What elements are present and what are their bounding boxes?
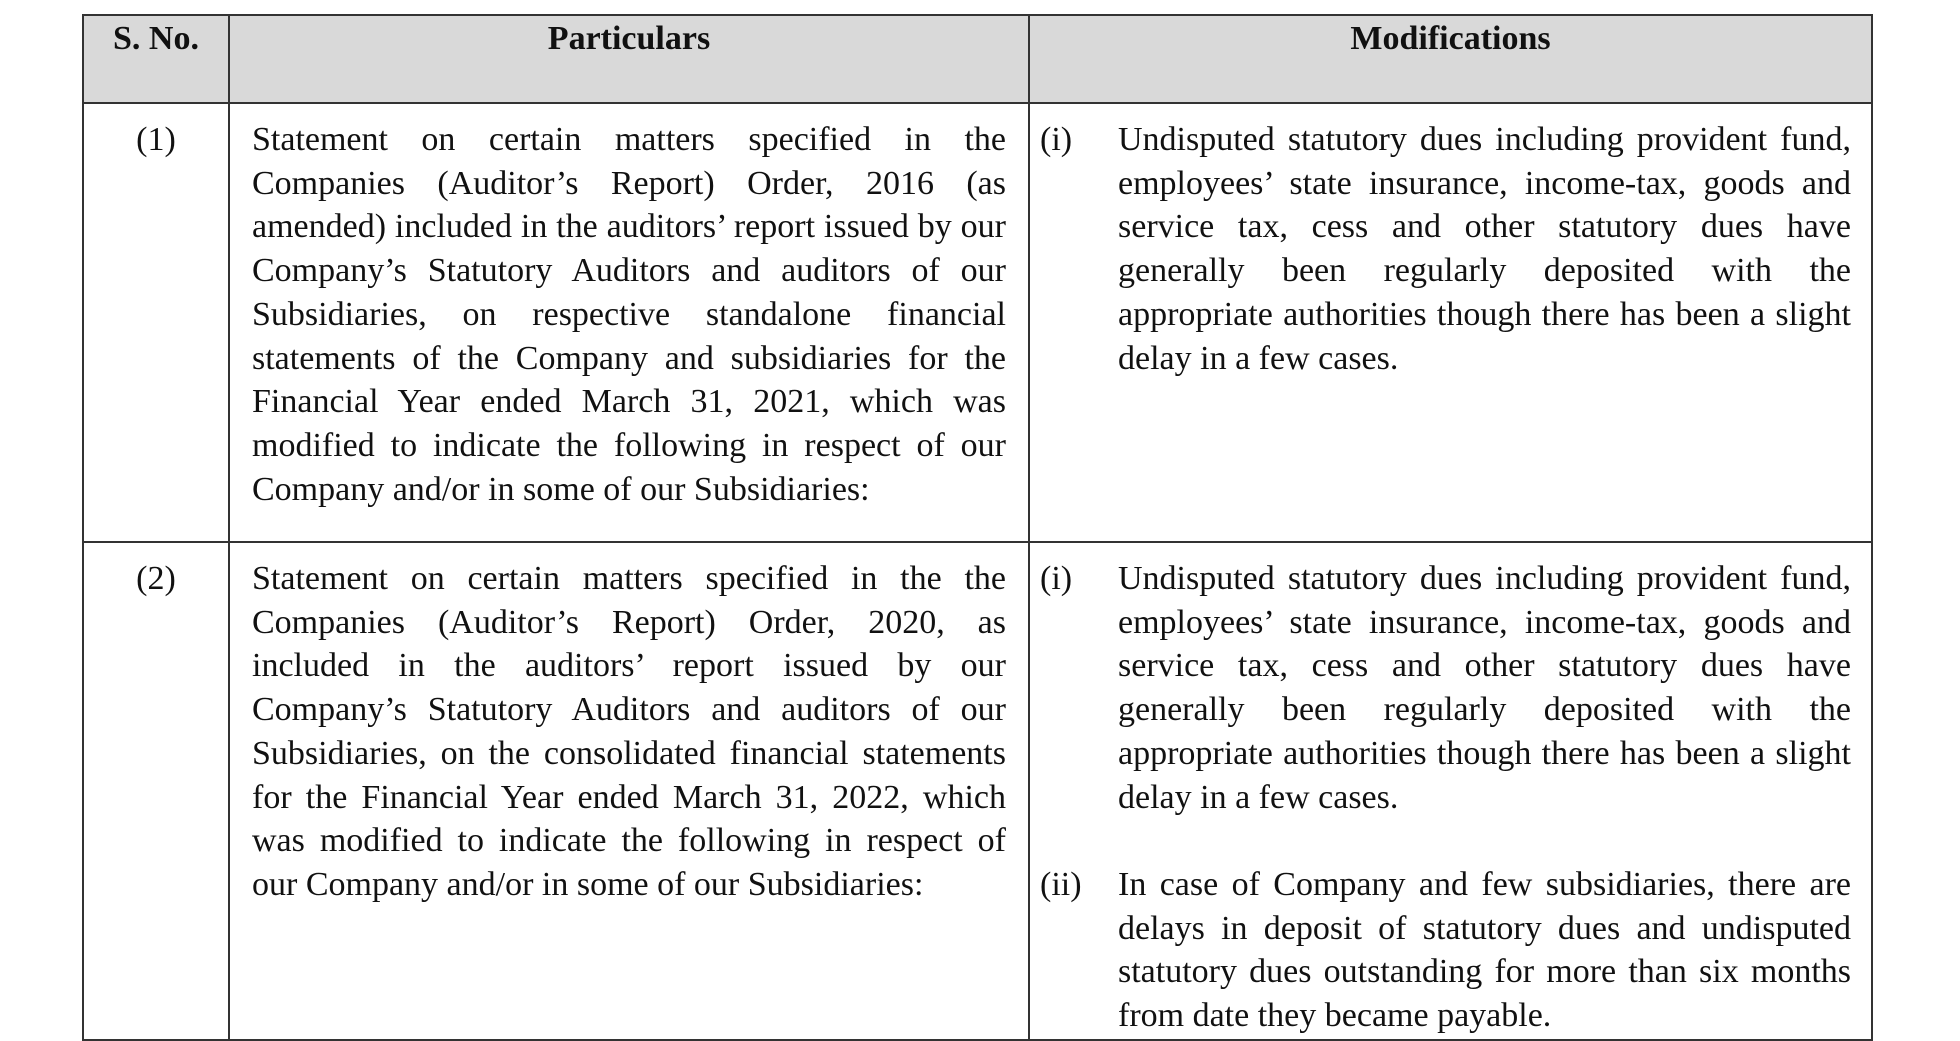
modification-item (1040, 863, 1851, 1038)
serial-number-cell: (2) (83, 542, 229, 1040)
modification-number: (i) (1040, 121, 1073, 158)
modification-item (1040, 118, 1851, 380)
table-row (83, 103, 1872, 542)
modification-text: In case of Company and few subsidiaries, there are delays in deposit of statutory dues and undisputed statutory dues outstanding for more than six months from date they became payable. (1118, 865, 1851, 1035)
header-row (83, 15, 1872, 103)
table-row (83, 542, 1872, 1040)
serial-number-cell: (1) (83, 103, 229, 542)
table-body (83, 103, 1872, 1040)
modifications-table (82, 14, 1873, 1041)
modifications-cell (1029, 103, 1872, 542)
modification-text: Undisputed statutory dues including provident fund, employees’ state insurance, income-tax, goods and service tax, cess and other statutory dues have generally been regularly deposited with the appropriate authorities though there has been a slight delay in a few cases. (1118, 121, 1851, 377)
modification-text: Undisputed statutory dues including provident fund, employees’ state insurance, income-tax, goods and service tax, cess and other statutory dues have generally been regularly deposited with the appropriate authorities though there has been a slight delay in a few cases. (1118, 560, 1851, 816)
modification-number: (ii) (1040, 865, 1082, 903)
modifications-cell (1029, 542, 1872, 1040)
table-header (83, 15, 1872, 103)
particulars-cell: Statement on certain matters specified in the Companies (Auditor’s Report) Order, 2016 (as amended) included in the auditors’ report issued by our Company’s Statutory Auditors and auditors of our Subsidiaries, on respective standalone financial statements of the Company and subsidiaries for the Financial Year ended March 31, 2021, which was modified to indicate the following in respect of our Company and/or in some of our Subsidiaries: (229, 103, 1029, 542)
particulars-cell: Statement on certain matters specified in the the Companies (Auditor’s Report) Order, 2020, as included in the auditors’ report issued by our Company’s Statutory Auditors and auditors of our Subsidiaries, on the consolidated financial statements for the Financial Year ended March 31, 2022, which was modified to indicate the following in respect of our Company and/or in some of our Subsidiaries: (229, 542, 1029, 1040)
modification-item (1040, 557, 1851, 819)
header-particulars: Particulars (229, 15, 1029, 103)
modification-number: (i) (1040, 560, 1073, 597)
header-sno: S. No. (83, 15, 229, 103)
header-modifications: Modifications (1029, 15, 1872, 103)
